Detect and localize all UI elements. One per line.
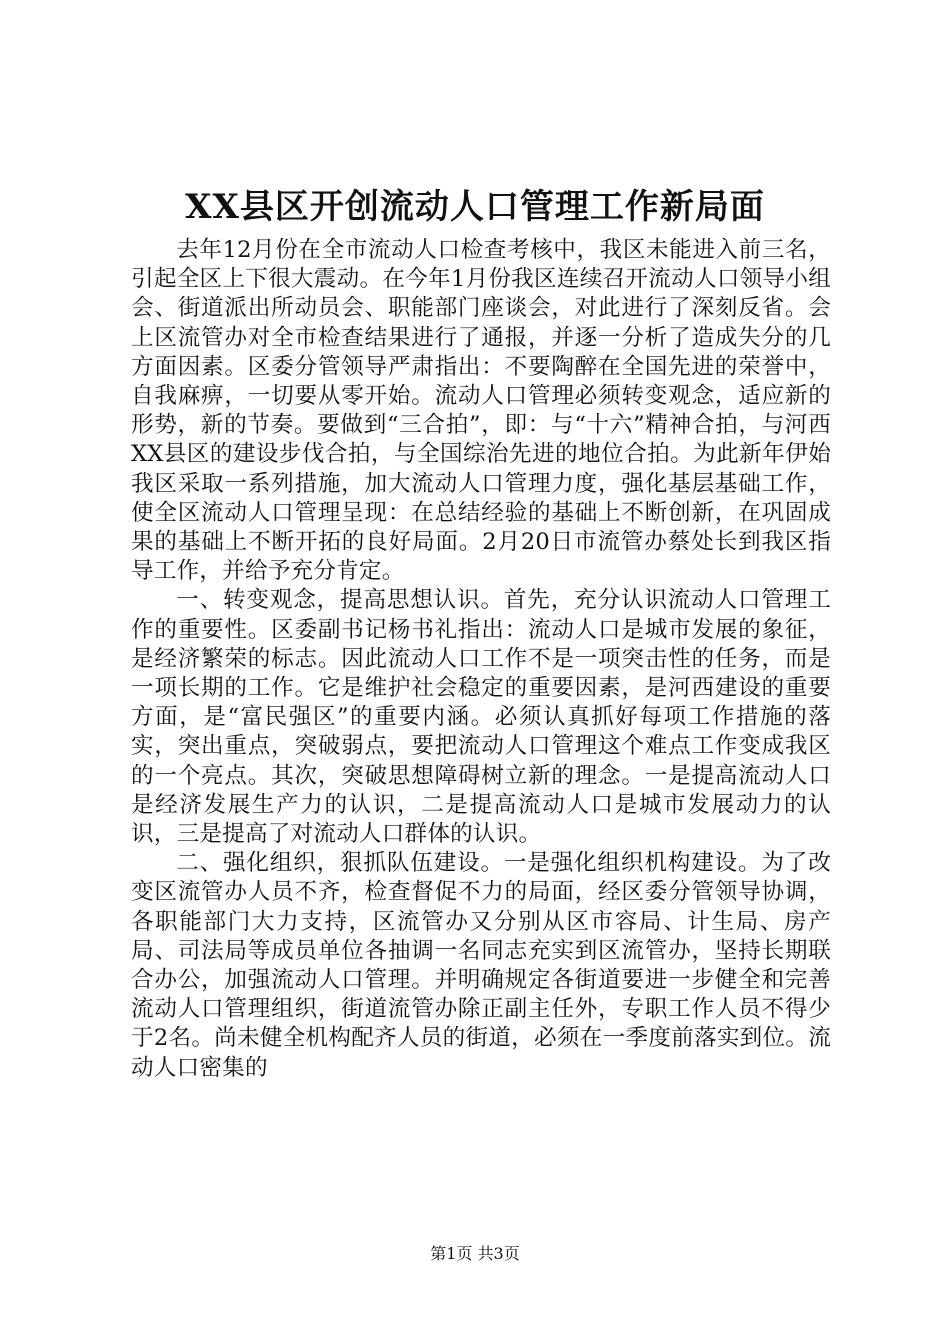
document-title: XX县区开创流动人口管理工作新局面 bbox=[185, 187, 765, 227]
page-number-footer: 第1页 共3页 bbox=[430, 1244, 520, 1263]
paragraph-section-1: 一、转变观念，提高思想认识。首先，充分认识流动人口管理工作的重要性。区委副书记杨书礼指出：流动人口是城市发展的象征，是经济繁荣的标志。因此流动人口工作不是一项突击性的任务，而是一项长期的工作。它是维护社会稳定的重要因素，是河西建设的重要方面，是“富民强区”的重要内涵。必须认真抓好每项工作措施的落实，突出重点，突破弱点，要把流动人口管理这个难点工作变成我区的一个亮点。其次，突破思想障碍树立新的理念。一是提高流动人口是经济发展生产力的认识，二是提高流动人口是城市发展动力的认识，三是提高了对流动人口群体的认识。 bbox=[131, 587, 831, 848]
paragraph-intro: 去年12月份在全市流动人口检查考核中，我区未能进入前三名，引起全区上下很大震动。在今年1月份我区连续召开流动人口领导小组会、街道派出所动员会、职能部门座谈会，对此进行了深刻反省。会上区流管办对全市检查结果进行了通报，并逐一分析了造成失分的几方面因素。区委分管领导严肃指出：不要陶醉在全国先进的荣誉中，自我麻痹，一切要从零开始。流动人口管理必须转变观念，适应新的形势，新的节奏。要做到“三合拍”，即：与“十六”精神合拍，与河西XX县区的建设步伐合拍，与全国综治先进的地位合拍。为此新年伊始我区采取一系列措施，加大流动人口管理力度，强化基层基础工作，使全区流动人口管理呈现：在总结经验的基础上不断创新，在巩固成果的基础上不断开拓的良好局面。2月20日市流管办蔡处长到我区指导工作，并给予充分肯定。 bbox=[131, 237, 831, 585]
document-body bbox=[131, 236, 831, 1083]
paragraph-section-2: 二、强化组织，狠抓队伍建设。一是强化组织机构建设。为了改变区流管办人员不齐，检查督促不力的局面，经区委分管领导协调，各职能部门大力支持，区流管办又分别从区市容局、计生局、房产局、司法局等成员单位各抽调一名同志充实到区流管办，坚持长期联合办公，加强流动人口管理。并明确规定各街道要进一步健全和完善流动人口管理组织，街道流管办除正副主任外，专职工作人员不得少于2名。尚未健全机构配齐人员的街道，必须在一季度前落实到位。流动人口密集的 bbox=[131, 850, 831, 1081]
